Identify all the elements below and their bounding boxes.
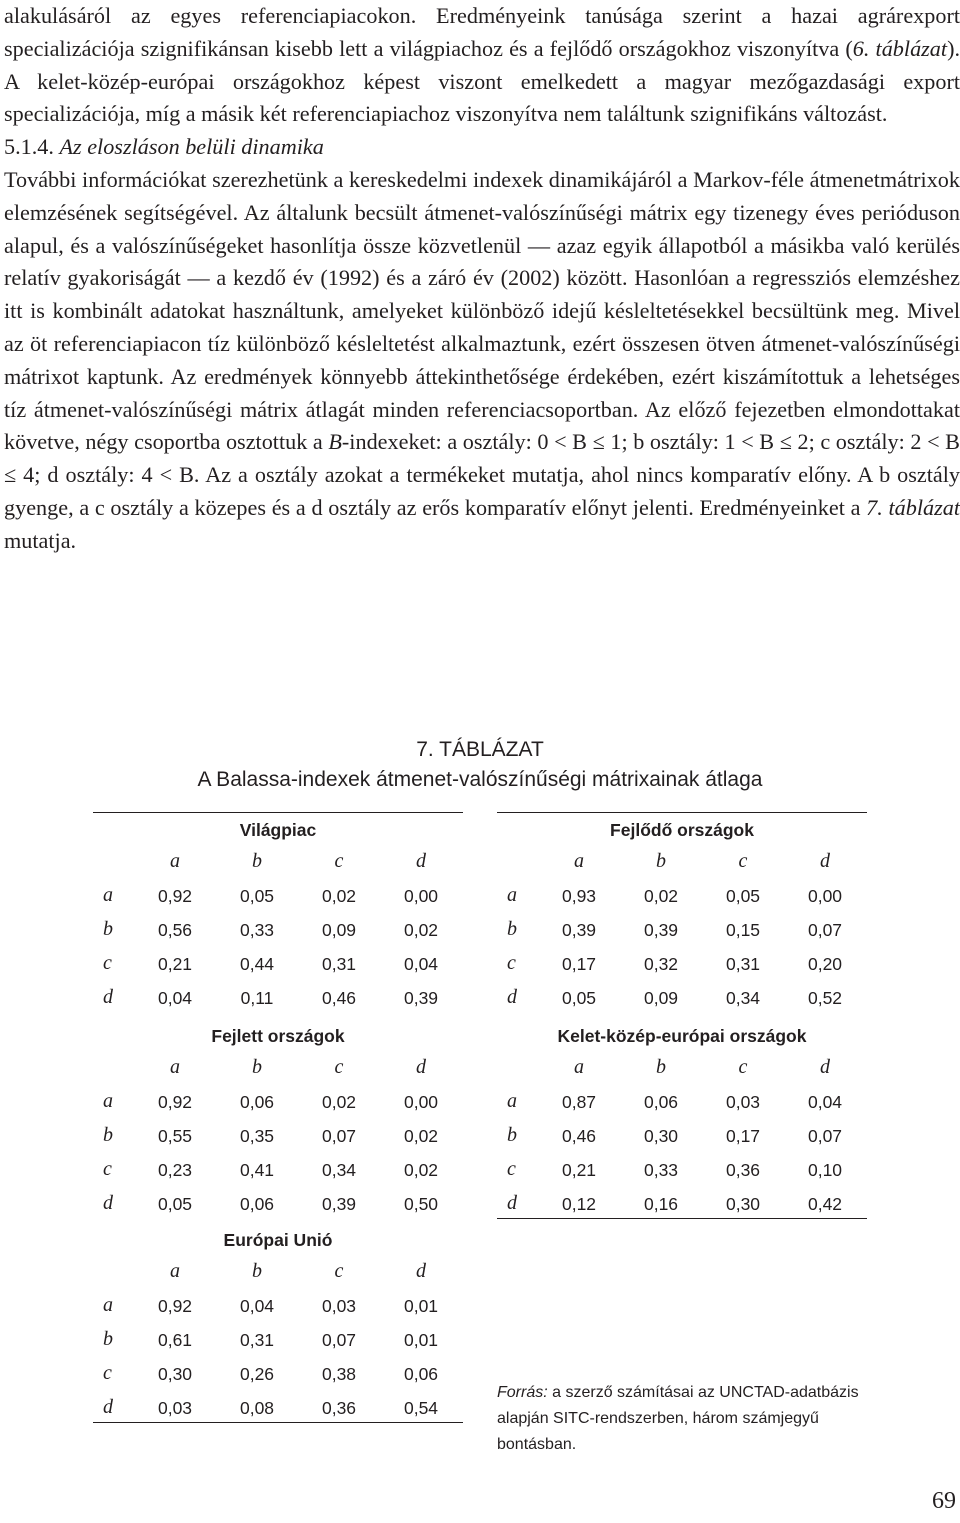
matrix-cell: 0,06 — [643, 1092, 679, 1112]
column-label: b — [656, 1056, 666, 1078]
matrix-cell: 0,02 — [321, 1092, 357, 1112]
matrix-title: Kelet-közép-európai országok — [557, 1026, 807, 1046]
matrix-title: Európai Unió — [223, 1230, 333, 1250]
column-label: c — [334, 1056, 344, 1078]
matrix-cell: 0,50 — [403, 1194, 439, 1214]
matrix-cell: 0,09 — [321, 920, 357, 940]
row-label: c — [103, 952, 112, 974]
matrix-cell: 0,23 — [157, 1160, 193, 1180]
matrix-block — [93, 1222, 463, 1422]
matrix-cell: 0,41 — [239, 1160, 275, 1180]
matrix-cell: 0,33 — [239, 920, 275, 940]
table-reference: 6. táblázat — [852, 35, 948, 61]
column-label: b — [252, 1260, 262, 1282]
matrix-cell: 0,38 — [321, 1364, 357, 1384]
row-label: b — [507, 1124, 517, 1146]
matrix-cell: 0,02 — [321, 886, 357, 906]
matrix-cell: 0,21 — [157, 954, 193, 974]
matrix-cell: 0,05 — [725, 886, 761, 906]
matrix-cell: 0,30 — [643, 1126, 679, 1146]
matrix-cell: 0,15 — [725, 920, 761, 940]
matrix-cell: 0,32 — [643, 954, 679, 974]
matrix-cell: 0,07 — [321, 1330, 357, 1350]
matrix-cell: 0,17 — [725, 1126, 761, 1146]
matrix-cell: 0,92 — [157, 886, 193, 906]
matrix-cell: 0,08 — [239, 1398, 275, 1418]
column-label: c — [334, 1260, 344, 1282]
row-label: b — [103, 1328, 113, 1350]
matrix-cell: 0,31 — [239, 1330, 275, 1350]
matrix-block — [497, 1018, 867, 1218]
column-label: d — [416, 1056, 426, 1078]
matrix-cell: 0,05 — [561, 988, 597, 1008]
matrix-cell: 0,03 — [725, 1092, 761, 1112]
matrix-cell: 0,04 — [239, 1296, 275, 1316]
table-rule — [93, 812, 463, 813]
matrix-cell: 0,92 — [157, 1092, 193, 1112]
row-label: b — [507, 918, 517, 940]
matrix-cell: 0,55 — [157, 1126, 193, 1146]
matrix-cell: 0,93 — [561, 886, 597, 906]
column-label: a — [574, 850, 584, 872]
matrix-cell: 0,07 — [321, 1126, 357, 1146]
matrix-cell: 0,01 — [403, 1296, 439, 1316]
matrix-cell: 0,39 — [403, 988, 439, 1008]
column-label: d — [820, 1056, 830, 1078]
table-subtitle: A Balassa-indexek átmenet-valószínűségi mátrixainak átlaga — [197, 768, 763, 791]
source-note: Forrás: a szerző számításai az UNCTAD-adatbázis alapján SITC-rendszerben, három számjegyű bontásban. — [497, 1384, 859, 1453]
matrix-cell: 0,35 — [239, 1126, 275, 1146]
class-definitions: a osztály: 0 < B ≤ 1; b osztály: 1 < B ≤ 2; c osztály: 2 < B ≤ 4; d osztály: 4 < B. — [4, 429, 960, 488]
matrix-cell: 0,06 — [239, 1092, 275, 1112]
matrix-cell: 0,39 — [643, 920, 679, 940]
matrix-cell: 0,03 — [321, 1296, 357, 1316]
section-heading: 5.1.4. Az eloszláson belüli dinamika — [4, 134, 324, 160]
column-label: b — [252, 850, 262, 872]
matrix-cell: 0,00 — [807, 886, 843, 906]
matrix-cell: 0,01 — [403, 1330, 439, 1350]
table-reference: 7. táblázat — [866, 494, 960, 520]
matrix-cell: 0,00 — [403, 1092, 439, 1112]
paragraph-1: alakulásáról az egyes referenciapiacokon. Eredményeink tanúsága szerint a hazai agrárexport specializációja szignifikánsan kisebb lett a világpiachoz és a fejlődő országokhoz viszonyítva (6. táblázat). A kelet-közép-európai országokhoz képest viszont emelkedett a magyar mezőgazdasági export specializációja, míg a másik két referenciapiachoz viszonyítva nem találtunk szignifikáns változást. — [4, 3, 960, 127]
row-label: a — [507, 1090, 517, 1112]
matrix-cell: 0,34 — [321, 1160, 357, 1180]
matrix-cell: 0,03 — [157, 1398, 193, 1418]
matrix-cell: 0,00 — [403, 886, 439, 906]
matrix-cell: 0,54 — [403, 1398, 439, 1418]
matrix-title: Fejlődő országok — [610, 820, 754, 840]
matrix-cell: 0,02 — [403, 920, 439, 940]
matrix-cell: 0,06 — [403, 1364, 439, 1384]
matrix-cell: 0,56 — [157, 920, 193, 940]
row-label: c — [103, 1158, 112, 1180]
matrix-title: Világpiac — [239, 820, 317, 840]
column-label: a — [170, 850, 180, 872]
column-label: c — [738, 850, 748, 872]
matrix-cell: 0,07 — [807, 920, 843, 940]
row-label: c — [507, 1158, 516, 1180]
matrix-cell: 0,31 — [321, 954, 357, 974]
matrix-cell: 0,06 — [239, 1194, 275, 1214]
matrix-cell: 0,04 — [807, 1092, 843, 1112]
row-label: b — [103, 1124, 113, 1146]
matrix-cell: 0,11 — [240, 988, 274, 1008]
row-label: d — [507, 986, 517, 1008]
matrix-cell: 0,04 — [157, 988, 193, 1008]
matrix-block — [93, 1018, 463, 1218]
matrix-cell: 0,16 — [643, 1194, 679, 1214]
row-label: d — [103, 1396, 113, 1418]
column-label: d — [416, 850, 426, 872]
matrix-cell: 0,52 — [807, 988, 843, 1008]
matrix-cell: 0,04 — [403, 954, 439, 974]
column-label: a — [170, 1056, 180, 1078]
matrix-cell: 0,36 — [725, 1160, 761, 1180]
column-label: c — [738, 1056, 748, 1078]
matrix-cell: 0,05 — [239, 886, 275, 906]
matrix-cell: 0,02 — [643, 886, 679, 906]
table-rule — [93, 1422, 463, 1423]
row-label: d — [103, 986, 113, 1008]
row-label: a — [507, 884, 517, 906]
row-label: c — [507, 952, 516, 974]
column-label: a — [170, 1260, 180, 1282]
matrix-cell: 0,02 — [403, 1126, 439, 1146]
matrix-cell: 0,05 — [157, 1194, 193, 1214]
matrix-cell: 0,46 — [321, 988, 357, 1008]
column-label: d — [416, 1260, 426, 1282]
matrix-cell: 0,39 — [561, 920, 597, 940]
row-label: c — [103, 1362, 112, 1384]
table-rule — [497, 812, 867, 813]
matrix-cell: 0,39 — [321, 1194, 357, 1214]
matrix-cell: 0,30 — [157, 1364, 193, 1384]
matrix-cell: 0,33 — [643, 1160, 679, 1180]
matrix-cell: 0,87 — [561, 1092, 597, 1112]
page-number: 69 — [932, 1488, 956, 1514]
matrix-cell: 0,20 — [807, 954, 843, 974]
matrix-cell: 0,46 — [561, 1126, 597, 1146]
matrix-cell: 0,30 — [725, 1194, 761, 1214]
matrix-cell: 0,10 — [807, 1160, 843, 1180]
matrix-cell: 0,12 — [561, 1194, 597, 1214]
paragraph-2: További információkat szerezhetünk a kereskedelmi indexek dinamikájáról a Markov-féle átmenetmátrixok elemzésének segítségével. Az általunk becsült átmenet-valószínűségi mátrix egy tizenegy éves perióduson alapul, és a valószínűségeket hasonlítja össze közvetlenül — azaz egyik állapotból a másikba való kerülés relatív gyakoriságát — a kezdő év (1992) és a záró év (2002) között. Hasonlóan a regressziós elemzéshez itt is kombinált adatokat használtunk, amelyeket különböző idejű késleltetésekkel becsültünk meg. Mivel az öt referenciapiacon tíz különböző késleltetést alkalmaztunk, ezért összesen ötven átmenet-valószínűségi mátrixot kaptunk. Az eredmények könnyebb áttekinthetősége érdekében, ezért kiszámítottuk a lehetséges tíz átmenet-valószínűségi mátrix átlagát minden referenciacsoportban. Az előző fejezetben elmondottakat követve, négy csoportba osztottuk a B-indexeket: a osztály: 0 < B ≤ 1; b osztály: 1 < B ≤ 2; c osztály: 2 < B ≤ 4; d osztály: 4 < B. Az a osztály azokat a termékeket mutatja, ahol nincs komparatív előny. A b osztály gyenge, a c osztály a közepes és a d osztály az erős komparatív előnyt jelenti. Eredményeinket a 7. táblázat mutatja. — [4, 166, 960, 553]
column-label: c — [334, 850, 344, 872]
matrix-block — [93, 812, 463, 1012]
matrix-title: Fejlett országok — [211, 1026, 345, 1046]
matrix-cell: 0,17 — [561, 954, 597, 974]
matrix-cell: 0,02 — [403, 1160, 439, 1180]
row-label: d — [507, 1192, 517, 1214]
matrix-cell: 0,26 — [239, 1364, 275, 1384]
body-text — [4, 0, 960, 558]
matrix-cell: 0,31 — [725, 954, 761, 974]
column-label: a — [574, 1056, 584, 1078]
row-label: b — [103, 918, 113, 940]
matrix-cell: 0,21 — [561, 1160, 597, 1180]
matrix-block — [497, 812, 867, 1012]
matrix-cell: 0,36 — [321, 1398, 357, 1418]
column-label: b — [252, 1056, 262, 1078]
matrix-cell: 0,42 — [807, 1194, 843, 1214]
matrix-cell: 0,09 — [643, 988, 679, 1008]
column-label: b — [656, 850, 666, 872]
table-number: 7. TÁBLÁZAT — [416, 738, 544, 761]
table-rule — [497, 1218, 867, 1219]
matrix-cell: 0,07 — [807, 1126, 843, 1146]
column-label: d — [820, 850, 830, 872]
matrix-cell: 0,34 — [725, 988, 761, 1008]
row-label: a — [103, 1090, 113, 1112]
matrix-cell: 0,92 — [157, 1296, 193, 1316]
row-label: a — [103, 1294, 113, 1316]
row-label: a — [103, 884, 113, 906]
matrix-cell: 0,44 — [239, 954, 275, 974]
row-label: d — [103, 1192, 113, 1214]
matrix-cell: 0,61 — [157, 1330, 193, 1350]
